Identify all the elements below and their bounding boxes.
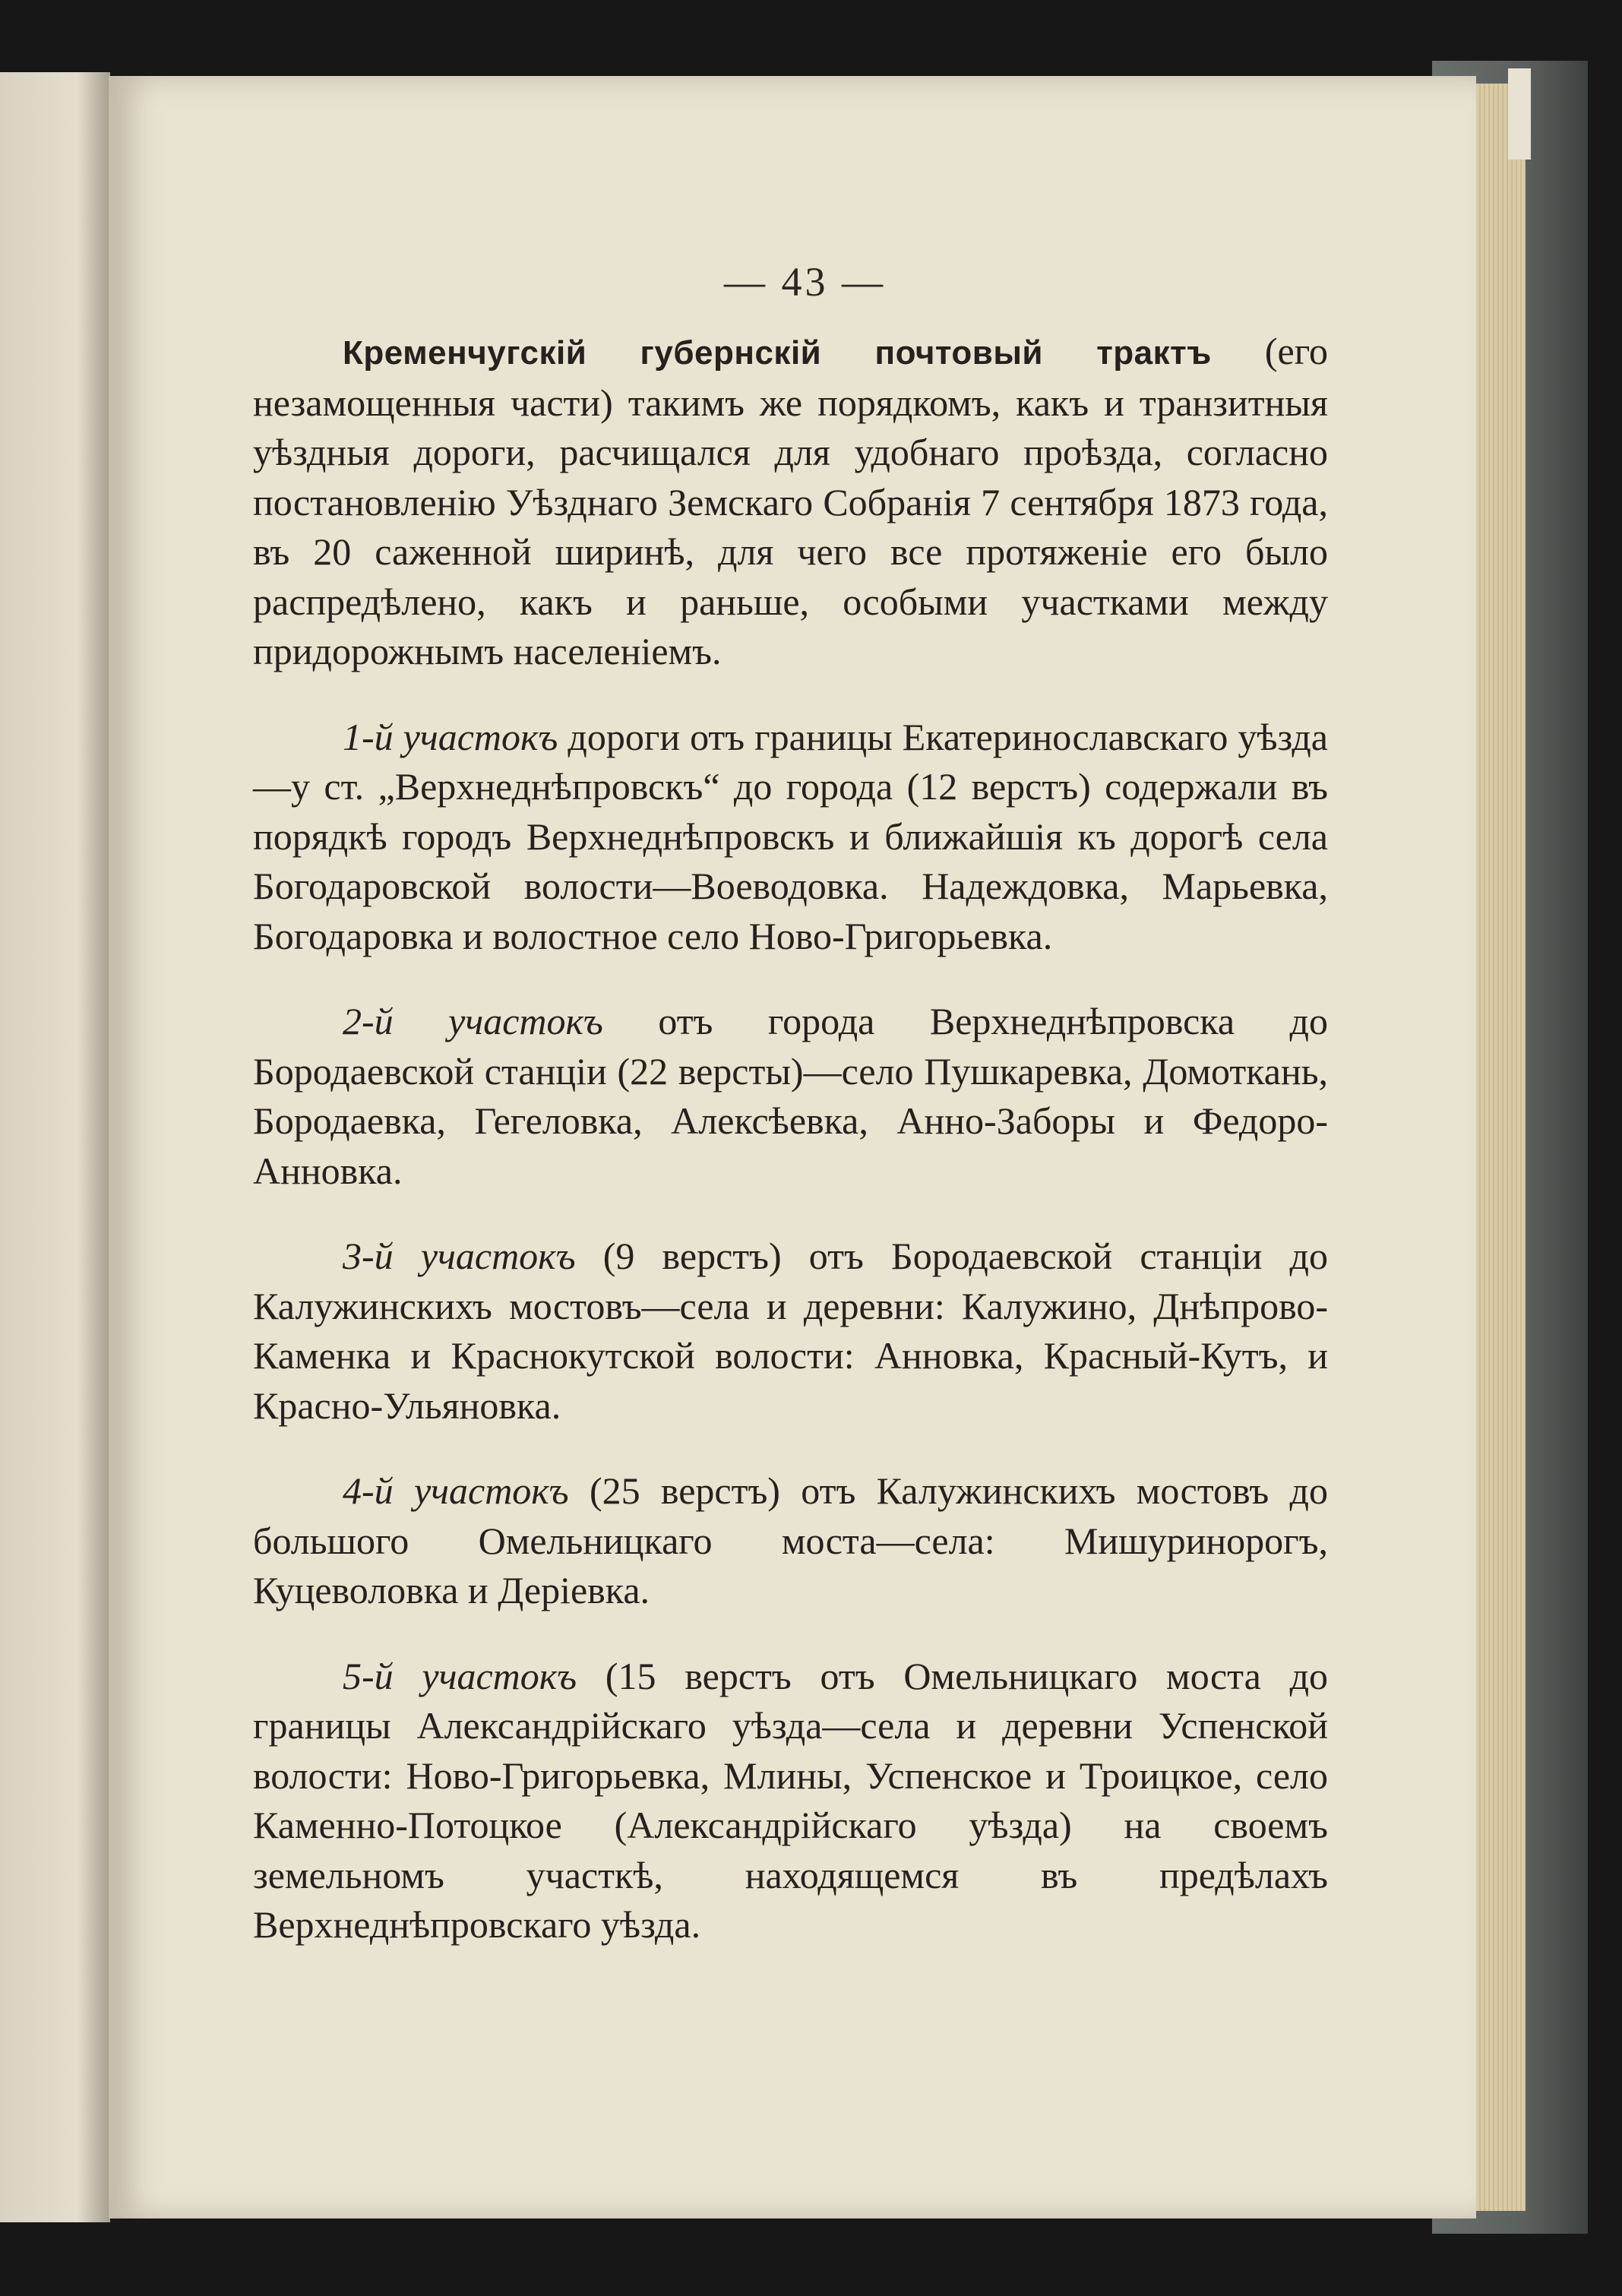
paragraph-6: [253, 1652, 1328, 1950]
section-lead-4: 4-й участокъ: [343, 1469, 569, 1512]
left-page-edge: [0, 72, 110, 2222]
paragraph-5: [253, 1466, 1328, 1616]
section-lead-1: 1-й участокъ: [343, 715, 558, 758]
section-lead-3: 3-й участокъ: [343, 1235, 576, 1277]
paragraph-body: отъ города Верхнеднѣпровска до Бородаевской станціи (22 версты)—село Пушкаревка, Домоткань, Бородаевка, Гегеловка, Алексѣевка, Анно-Заборы и Федоро-Анновка.: [253, 1000, 1328, 1192]
paragraph-1: [253, 327, 1328, 677]
paragraph-4: [253, 1232, 1328, 1431]
book-page: [109, 76, 1476, 2219]
paragraph-body: (15 верстъ отъ Омельницкаго моста до границы Александрійскаго уѣзда—села и деревни Успенской волости: Ново-Григорьевка, Млины, Успенское и Троицкое, село Каменно-Потоцкое (Александрійскаго уѣзда) на своемъ земельномъ участкѣ, находящемся въ предѣлахъ Верхнеднѣпровскаго уѣзда.: [253, 1654, 1329, 1946]
paragraph-body: дороги отъ границы Екатеринославскаго уѣзда—у ст. „Верхнеднѣпровскъ“ до города (12 верстъ) содержали въ порядкѣ городъ Верхнеднѣпровскъ и ближайшія къ дорогѣ села Богодаровской волости—Воеводовка. Надеждовка, Марьевка, Богодаровка и волостное село Ново-Григорьевка.: [253, 715, 1328, 957]
section-lead-2: 2-й участокъ: [343, 1000, 603, 1042]
page-number: — 43 —: [724, 259, 886, 305]
paragraph-3: [253, 997, 1328, 1196]
paragraph-body: (9 верстъ) отъ Бородаевской станціи до Калужинскихъ мостовъ—села и деревни: Калужино, Днѣпрово-Каменка и Краснокутской волости: Анновка, Красный-Кутъ, и Красно-Ульяновка.: [253, 1235, 1328, 1427]
page-edges: [1472, 84, 1526, 2211]
section-lead-5: 5-й участокъ: [343, 1654, 577, 1697]
paragraph-body: (25 верстъ) отъ Калужинскихъ мостовъ до большого Омельницкаго моста—села: Мишуринорогъ, Куцеволовка и Деріевка.: [253, 1469, 1328, 1611]
paragraph-2: [253, 713, 1328, 962]
page-text: [253, 327, 1328, 1950]
paragraph-body: (его незамощенныя части) такимъ же порядкомъ, какъ и транзитныя уѣздныя дороги, расчищался для удобнаго проѣзда, согласно постановленію Уѣзднаго Земскаго Собранія 7 сентября 1873 года, въ 20 саженной ширинѣ, для чего все протяженіе его было распредѣлено, какъ и раньше, особыми участками между придорожнымъ населеніемъ.: [253, 330, 1328, 672]
bookmark-strip: [1508, 68, 1531, 160]
paragraph-heading: Кременчугскій губернскій почтовый трактъ: [343, 334, 1212, 372]
